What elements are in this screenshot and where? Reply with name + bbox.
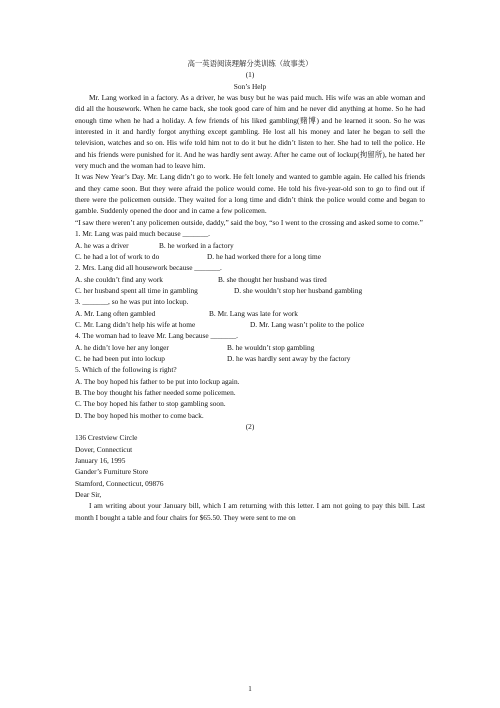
letter-body: I am writing about your January bill, which I am returning with this letter. I am not going to pay this bill. Last month I bought a table and four chairs for $65.50. They were sent to me on bbox=[75, 501, 425, 522]
option-b: B. he worked in a factory bbox=[159, 240, 234, 250]
question-stem: 4. The woman had to leave Mr. Lang because _______. bbox=[75, 331, 239, 341]
letter-address bbox=[75, 432, 425, 489]
question-1 bbox=[75, 228, 425, 262]
question-3 bbox=[75, 296, 425, 330]
option-c: C. he had a lot of work to do bbox=[75, 251, 160, 261]
page-number: 1 bbox=[248, 685, 252, 693]
document-body bbox=[75, 58, 425, 523]
passage-2-number: (2) bbox=[245, 422, 255, 431]
question-stem: 1. Mr. Lang was paid much because _______. bbox=[75, 229, 211, 239]
letter-date: January 16, 1995 bbox=[75, 456, 126, 466]
question-5 bbox=[75, 364, 425, 421]
option-b: B. The boy thought his father needed some policemen. bbox=[75, 387, 236, 397]
question-2 bbox=[75, 262, 425, 296]
option-row bbox=[75, 274, 425, 285]
passage-1-title: Son’s Help bbox=[233, 81, 267, 91]
letter-salutation: Dear Sir, bbox=[75, 490, 102, 500]
document-title: 高一英语阅读理解分类训练（故事类） bbox=[187, 59, 313, 68]
option-a: A. she couldn’t find any work bbox=[75, 274, 163, 284]
option-row bbox=[75, 308, 425, 319]
passage-1-paragraph: “I saw there weren’t any policemen outside, daddy,” said the boy, “so I went to the crossing and asked some to come.” bbox=[75, 217, 423, 227]
passage-1-paragraph: Mr. Lang worked in a factory. As a driver, he was busy but he was paid much. His wife was an able woman and did all the housework. When he came back, she took good care of him and he never did anything at home. So he had enough time when he had a holiday. A few friends of his liked gambling(赌博) and he learned it soon. So he was interested in it and hardly forgot anything except gambling. He lost all his money and later he began to sell the television, watches and so on. His wife told him not to do it but he didn’t listen to her. She had to tell the police. He and his friends were punished for it. And he was hardly sent away. After he came out of lockup(拘留所), he hated her very much and the woman had to leave him. bbox=[75, 93, 425, 171]
address-line: Gander’s Furniture Store bbox=[75, 467, 149, 477]
question-4 bbox=[75, 330, 425, 364]
option-row bbox=[75, 319, 425, 330]
option-a: A. Mr. Lang often gambled bbox=[75, 308, 156, 318]
option-row bbox=[75, 353, 425, 364]
option-d: D. he had worked there for a long time bbox=[207, 251, 321, 261]
option-c: C. The boy hoped his father to stop gambling soon. bbox=[75, 399, 226, 409]
option-row bbox=[75, 251, 425, 262]
passage-1-paragraph: It was New Year’s Day. Mr. Lang didn’t go to work. He felt lonely and wanted to gamble again. He called his friends and they came soon. But they were afraid the police would come. He told his five-year-old son to go to find out if there were the policemen outside. They waited for a long time and didn’t think the police would come and began to gamble. Suddenly opened the door and in came a few policemen. bbox=[75, 172, 425, 216]
option-c: C. he had been put into lockup bbox=[75, 353, 165, 363]
question-stem: 3. _______, so he was put into lockup. bbox=[75, 297, 189, 307]
option-a: A. The boy hoped his father to be put into lockup again. bbox=[75, 376, 240, 386]
option-a: A. he didn’t love her any longer bbox=[75, 342, 169, 352]
option-c: C. Mr. Lang didn’t help his wife at home bbox=[75, 319, 196, 329]
option-b: B. he wouldn’t stop gambling bbox=[227, 342, 315, 352]
option-b: B. Mr. Lang was late for work bbox=[209, 308, 298, 318]
option-row bbox=[75, 240, 425, 251]
option-row bbox=[75, 342, 425, 353]
option-b: B. she thought her husband was tired bbox=[218, 274, 327, 284]
option-d: D. Mr. Lang wasn’t polite to the police bbox=[250, 319, 365, 329]
address-line: 136 Crestview Circle bbox=[75, 433, 138, 443]
option-d: D. The boy hoped his mother to come back. bbox=[75, 410, 204, 420]
option-c: C. her husband spent all time in gambling bbox=[75, 285, 198, 295]
option-a: A. he was a driver bbox=[75, 240, 129, 250]
address-line: Dover, Connecticut bbox=[75, 444, 133, 454]
passage-1-number: (1) bbox=[245, 70, 255, 80]
address-line: Stamford, Connecticut, 09876 bbox=[75, 478, 164, 488]
option-row bbox=[75, 285, 425, 296]
question-stem: 5. Which of the following is right? bbox=[75, 365, 177, 375]
option-d: D. she wouldn’t stop her husband gambling bbox=[234, 285, 363, 295]
question-stem: 2. Mrs. Lang did all housework because _______. bbox=[75, 263, 222, 273]
option-d: D. he was hardly sent away by the factory bbox=[227, 353, 351, 363]
